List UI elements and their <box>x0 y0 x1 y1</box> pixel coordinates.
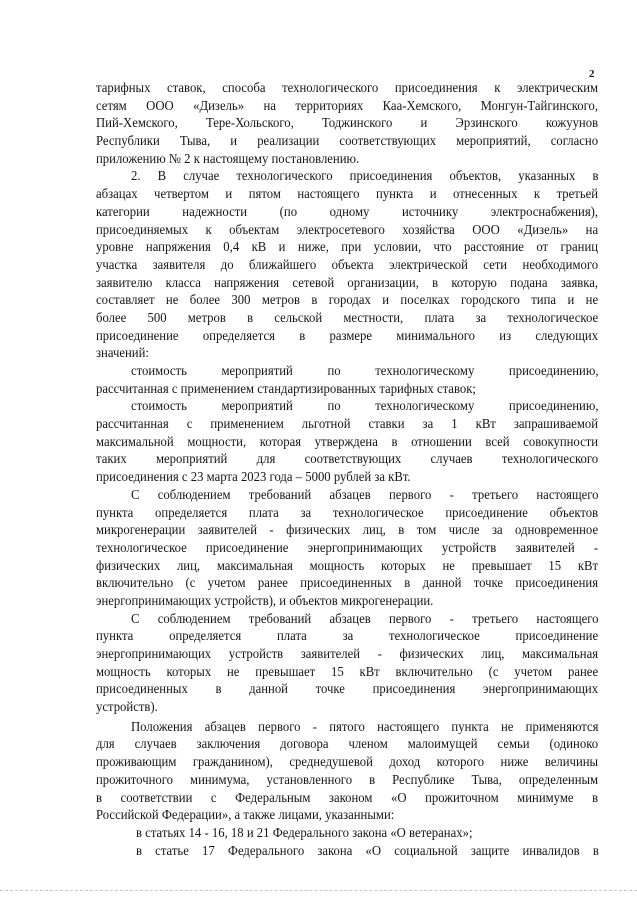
document-body <box>96 79 598 859</box>
text-line: 2. В случае технологического присоединения объектов, указанных в <box>131 168 599 184</box>
text-line: присоединенных в данной точке присоединения энергопринимающих <box>96 681 599 697</box>
text-line: Российской Федерации», а также лицами, указанными: <box>96 807 395 823</box>
text-line: участка заявителя до ближайшего объекта электрической сети необходимого <box>96 256 599 272</box>
text-line: для случаев заключения договора членом малоимущей семьи (одиноко <box>96 736 599 752</box>
text-line: Пий-Хемского, Тере-Хольского, Тоджинского и Эрзинского кожуунов <box>96 115 599 131</box>
text-line: сетям ООО «Дизель» на территориях Каа-Хемского, Монгун-Тайгинского, <box>96 97 599 113</box>
text-line: составляет не более 300 метров в городах и поселках городского типа и не <box>96 292 599 308</box>
text-line: заявителю класса напряжения сетевой организации, в которую подана заявка, <box>96 274 599 290</box>
text-line: значений: <box>96 345 149 361</box>
page-number: 2 <box>589 68 595 80</box>
text-line: присоединения с 23 марта 2023 года – 5000 рублей за кВт. <box>96 469 411 485</box>
text-line: мощность которых не превышает 15 кВт включительно (с учетом ранее <box>96 663 599 679</box>
text-line: Республики Тыва, и реализации соответствующих мероприятий, согласно <box>96 133 599 149</box>
text-line: физических лиц, максимальная мощность которых не превышает 15 кВт <box>96 557 599 573</box>
text-line: присоединение определяется в размере минимального из следующих <box>96 327 599 343</box>
text-line: С соблюдением требований абзацев первого - третьего настоящего <box>131 610 599 626</box>
text-line: энергопринимающих устройств), и объектов микрогенерации. <box>96 592 434 608</box>
text-line: максимальной мощности, которая утверждена в отношении всей совокупности <box>96 433 599 449</box>
text-line: рассчитанная с применением льготной ставки за 1 кВт запрашиваемой <box>96 416 599 432</box>
text-line: Положения абзацев первого - пятого настоящего пункта не применяются <box>131 718 599 734</box>
text-line: включительно (с учетом ранее присоединенных в данной точке присоединения <box>96 575 599 591</box>
text-line: приложению № 2 к настоящему постановлению. <box>96 150 360 166</box>
text-line: уровне напряжения 0,4 кВ и ниже, при условии, что расстояние от границ <box>96 239 599 255</box>
text-line: стоимость мероприятий по технологическому присоединению, <box>131 363 599 378</box>
text-line: категории надежности (по одному источнику электроснабжения), <box>96 203 599 219</box>
text-line: С соблюдением требований абзацев первого - третьего настоящего <box>131 486 599 502</box>
text-line: рассчитанная с применением стандартизированных тарифных ставок; <box>96 380 476 396</box>
text-line: в статьях 14 - 16, 18 и 21 Федерального закона «О ветеранах»; <box>136 824 473 840</box>
text-line: проживающим гражданином), среднедушевой доход которого ниже величины <box>96 754 599 770</box>
text-line: таких мероприятий для соответствующих случаев технологического <box>96 451 599 467</box>
text-line: устройств). <box>96 699 158 715</box>
text-line: присоединяемых к объектам электросетевого хозяйства ООО «Дизель» на <box>96 221 599 237</box>
text-line: в соответствии с Федеральным законом «О прожиточном минимуме в <box>96 789 599 805</box>
text-line: технологическое присоединение энергопринимающих устройств заявителей - <box>96 539 599 555</box>
text-line: стоимость мероприятий по технологическому присоединению, <box>131 398 599 414</box>
text-line: микрогенерации заявителей - физических лиц, в том числе за одновременное <box>96 522 599 538</box>
scan-edge-divider <box>0 890 637 895</box>
text-line: прожиточного минимума, установленного в Республике Тыва, определенным <box>96 771 599 787</box>
text-line: пункта определяется плата за технологическое присоединение <box>96 628 599 644</box>
text-line: пункта определяется плата за технологическое присоединение объектов <box>96 504 599 520</box>
text-line: абзацах четвертом и пятом настоящего пункта и отнесенных к третьей <box>96 186 599 202</box>
text-line: в статье 17 Федерального закона «О социальной защите инвалидов в <box>136 842 599 858</box>
text-line: тарифных ставок, способа технологического присоединения к электрическим <box>96 80 599 95</box>
text-line: более 500 метров в сельской местности, плата за технологическое <box>96 309 599 325</box>
text-line: энергопринимающих устройств заявителей - физических лиц, максимальная <box>96 646 599 661</box>
